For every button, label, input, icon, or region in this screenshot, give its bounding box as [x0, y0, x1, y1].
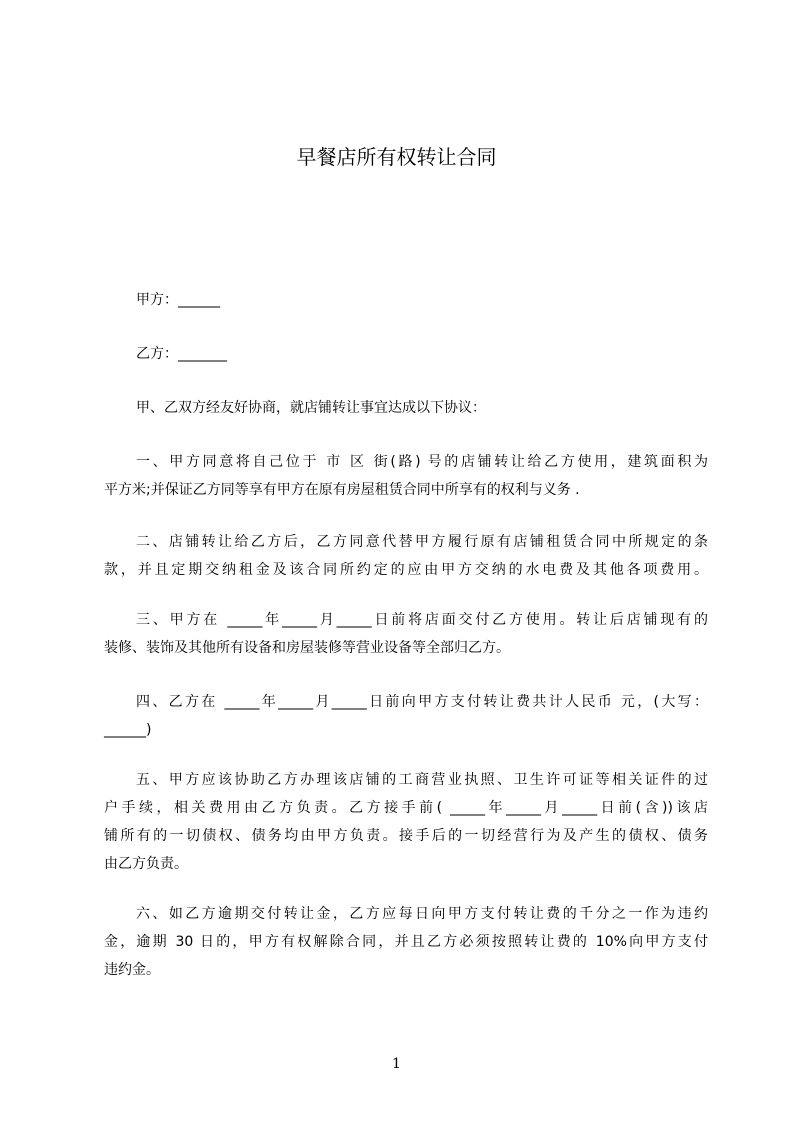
clause-6-line-3: 违约金。 [104, 962, 160, 978]
page-number: 1 [392, 1056, 401, 1072]
clause-3-line-2: 装修、装饰及其他所有设备和房屋装修等营业设备等全部归乙方。 [104, 640, 510, 656]
clause-1-line-2: 平方米;并保证乙方同等享有甲方在原有房屋租赁合同中所享有的权利与义务 . [104, 482, 580, 498]
clause-3-line-1: 三、甲方在 _____年_____月_____日前将店面交付乙方使用。转让后店铺现有的 [136, 612, 708, 628]
clause-2-line-1: 二、店铺转让给乙方后，乙方同意代替甲方履行原有店铺租赁合同中所规定的条 [136, 534, 708, 550]
clause-2-line-2: 款，并且定期交纳租金及该合同所约定的应由甲方交纳的水电费及其他各项费用。 [104, 562, 708, 578]
clause-5-line-3: 铺所有的一切债权、债务均由甲方负责。接手后的一切经营行为及产生的债权、债务 [104, 828, 708, 844]
clause-4-line-2: ______) [104, 722, 152, 738]
contract-title: 早餐店所有权转让合同 [296, 145, 497, 169]
clause-6-line-1: 六、如乙方逾期交付转让金，乙方应每日向甲方支付转让费的千分之一作为违约 [136, 906, 708, 922]
clause-1-line-1: 一、甲方同意将自己位于 市 区 街(路) 号的店铺转让给乙方使用，建筑面积为 [136, 454, 708, 470]
clause-6-line-2: 金，逾期 30 日的，甲方有权解除合同，并且乙方必须按照转让费的 10%向甲方支付 [104, 934, 708, 950]
party-a-line: 甲方：______ [136, 292, 220, 308]
party-b-line: 乙方：_______ [136, 346, 227, 362]
clause-5-line-2: 户手续，相关费用由乙方负责。乙方接手前( _____年_____月_____日前(含))该店 [104, 800, 708, 816]
clause-5-line-1: 五、甲方应该协助乙方办理该店铺的工商营业执照、卫生许可证等相关证件的过 [136, 772, 708, 788]
agreement-intro: 甲、乙双方经友好协商，就店铺转让事宜达成以下协议： [136, 400, 486, 416]
clause-4-line-1: 四、乙方在 _____年_____月_____日前向甲方支付转让费共计人民币 元，(大写： [136, 694, 708, 710]
clause-5-line-4: 由乙方负责。 [104, 856, 188, 872]
